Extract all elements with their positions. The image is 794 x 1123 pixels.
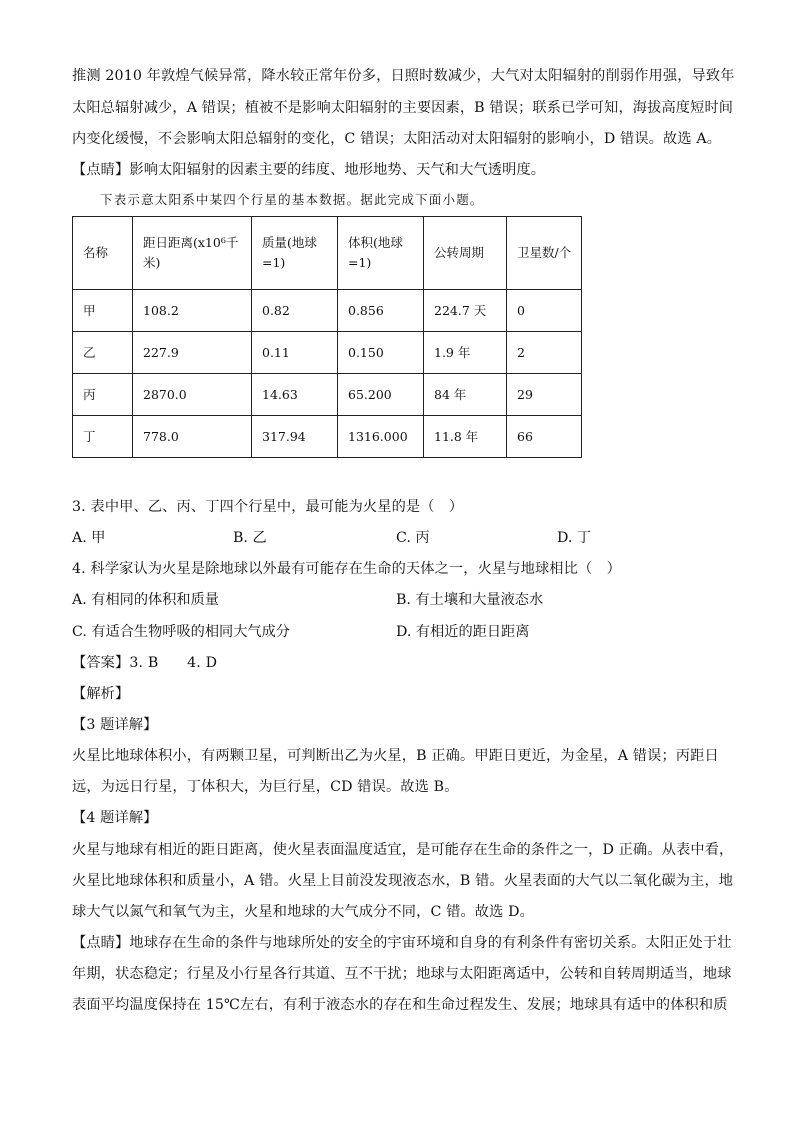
cell-distance: 227.9 <box>133 332 252 374</box>
question-3-option-d: D. 丁 <box>557 530 592 546</box>
header-distance: 距日距离(x10⁶千米) <box>133 217 252 290</box>
table-row <box>73 374 582 416</box>
q3-detail-line1: 火星比地球体积小，有两颗卫星，可判断出乙为火星，B 正确。甲距日更近，为金星，A 错误；丙距日 <box>72 748 719 764</box>
question-3-option-c: C. 丙 <box>396 530 430 546</box>
q3-detail-line2: 远，为远日行星，丁体积大，为巨行星，CD 错误。故选 B。 <box>72 779 459 795</box>
cell-period: 1.9 年 <box>424 332 507 374</box>
cell-period: 224.7 天 <box>424 290 507 332</box>
q3-detail-heading: 【3 题详解】 <box>72 717 158 733</box>
q4-detail-line3: 球大气以氮气和氧气为主，火星和地球的大气成分不同，C 错。故选 D。 <box>72 904 534 920</box>
cell-distance: 108.2 <box>133 290 252 332</box>
header-name: 名称 <box>73 217 133 290</box>
cell-mass: 0.82 <box>252 290 338 332</box>
analysis-heading: 【解析】 <box>72 686 130 702</box>
question-4-stem: 4. 科学家认为火星是除地球以外最有可能存在生命的天体之一，火星与地球相比（ ） <box>72 561 621 577</box>
cell-volume: 0.856 <box>338 290 424 332</box>
q4-detail-line1: 火星与地球有相近的距日距离，使火星表面温度适宜，是可能存在生命的条件之一，D 正确。从表中看， <box>72 842 734 858</box>
cell-distance: 2870.0 <box>133 374 252 416</box>
cell-name: 甲 <box>73 290 133 332</box>
q4-detail-line2: 火星比地球体积和质量小，A 错。火星上目前没发现液态水，B 错。火星表面的大气以二氧化碳为主，地 <box>72 873 734 889</box>
dianjing-note-2-line1: 【点睛】地球存在生命的条件与地球所处的安全的宇宙环境和自身的有利条件有密切关系。太阳正处于壮 <box>72 935 732 951</box>
table-row <box>73 416 582 458</box>
header-volume: 体积(地球=1) <box>338 217 424 290</box>
cell-name: 丁 <box>73 416 133 458</box>
q4-detail-heading: 【4 题详解】 <box>72 810 158 826</box>
cell-mass: 317.94 <box>252 416 338 458</box>
table-row <box>73 290 582 332</box>
dianjing-note-2-line3: 表面平均温度保持在 15℃左右，有利于液态水的存在和生命过程发生、发展；地球具有适中的体积和质 <box>72 997 728 1013</box>
dianjing-note-1: 【点睛】影响太阳辐射的因素主要的纬度、地形地势、天气和大气透明度。 <box>72 162 546 178</box>
cell-volume: 1316.000 <box>338 416 424 458</box>
question-3-option-a: A. 甲 <box>72 530 106 546</box>
paragraph1-line3: 内变化缓慢，不会影响太阳总辐射的变化，C 错误；太阳活动对太阳辐射的影响小，D 错误。故选 A。 <box>72 131 722 147</box>
dianjing-note-2-line2: 年期，状态稳定；行星及小行星各行其道、互不干扰；地球与太阳距离适中，公转和自转周期适当，地球 <box>72 966 732 982</box>
cell-satellites: 2 <box>507 332 582 374</box>
cell-period: 84 年 <box>424 374 507 416</box>
cell-satellites: 29 <box>507 374 582 416</box>
paragraph1-line2: 太阳总辐射减少，A 错误；植被不是影响太阳辐射的主要因素，B 错误；联系已学可知，海拔高度短时间 <box>72 100 734 116</box>
question-4-option-b: B. 有土壤和大量液态水 <box>396 592 544 608</box>
header-period: 公转周期 <box>424 217 507 290</box>
cell-name: 乙 <box>73 332 133 374</box>
cell-distance: 778.0 <box>133 416 252 458</box>
header-mass: 质量(地球=1) <box>252 217 338 290</box>
table-header-row <box>73 217 582 290</box>
header-satellites: 卫星数/个 <box>507 217 582 290</box>
cell-mass: 14.63 <box>252 374 338 416</box>
cell-volume: 65.200 <box>338 374 424 416</box>
cell-satellites: 0 <box>507 290 582 332</box>
question-3-option-b: B. 乙 <box>233 530 267 546</box>
paragraph1-line1: 推测 2010 年敦煌气候异常，降水较正常年份多，日照时数减少，大气对太阳辐射的削弱作用强，导致年 <box>72 68 735 84</box>
question-4-option-a: A. 有相同的体积和质量 <box>72 592 219 608</box>
cell-satellites: 66 <box>507 416 582 458</box>
cell-volume: 0.150 <box>338 332 424 374</box>
question-4-option-c: C. 有适合生物呼吸的相同大气成分 <box>72 624 290 640</box>
question-3-stem: 3. 表中甲、乙、丙、丁四个行星中，最可能为火星的是（ ） <box>72 499 464 515</box>
cell-name: 丙 <box>73 374 133 416</box>
question-4-option-d: D. 有相近的距日距离 <box>396 624 530 640</box>
answer-line: 【答案】3. B 4. D <box>72 655 218 671</box>
cell-mass: 0.11 <box>252 332 338 374</box>
planet-data-table <box>72 216 582 458</box>
cell-period: 11.8 年 <box>424 416 507 458</box>
table-intro: 下表示意太阳系中某四个行星的基本数据。据此完成下面小题。 <box>100 192 484 207</box>
table-row <box>73 332 582 374</box>
